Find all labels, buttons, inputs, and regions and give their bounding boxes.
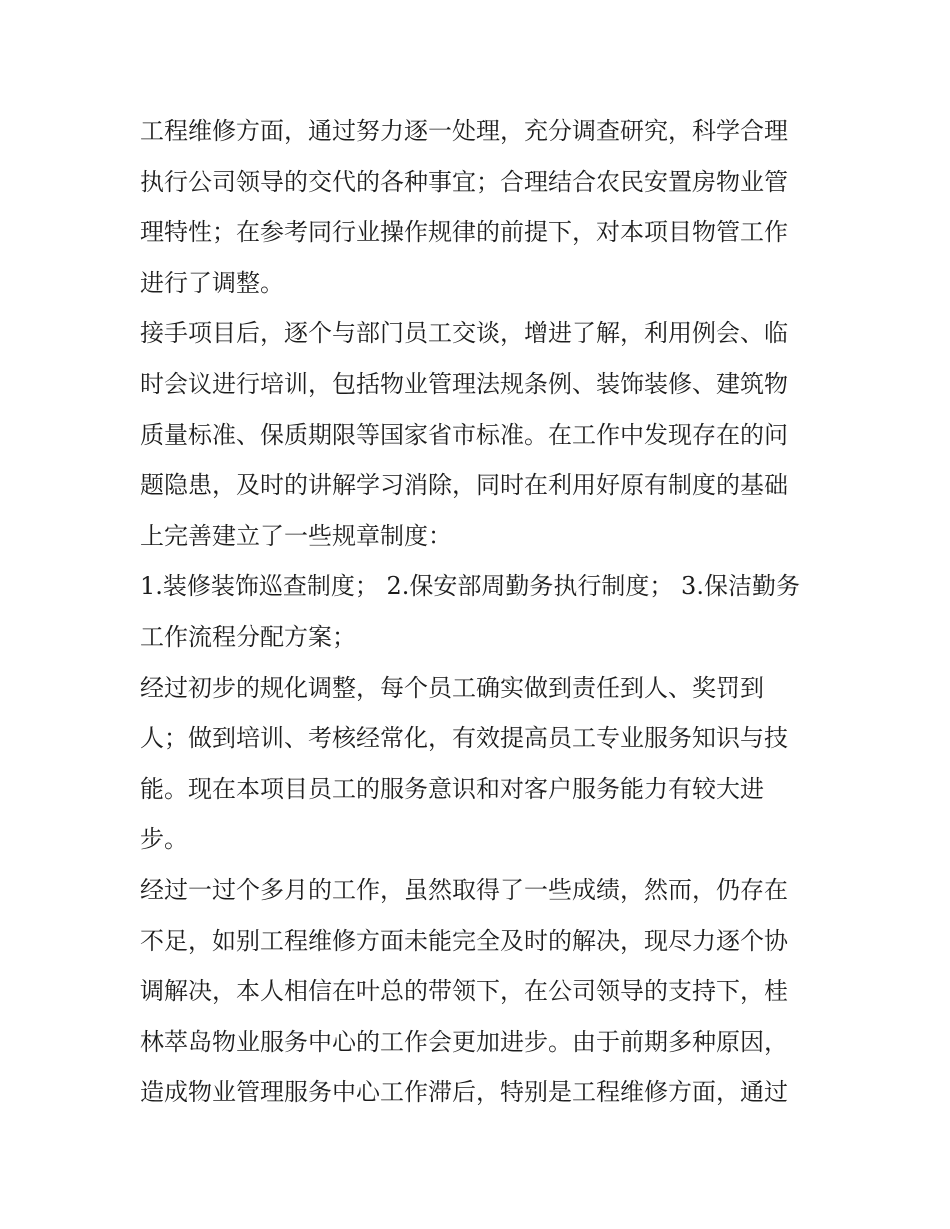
text-line: 不足，如别工程维修方面未能完全及时的解决，现尽力逐个协: [140, 926, 788, 955]
text-line: 调解决，本人相信在叶总的带领下，在公司领导的支持下，桂: [140, 977, 788, 1006]
text-line: 质量标准、保质期限等国家省市标准。在工作中发现存在的问: [140, 420, 788, 449]
text-line: 人；做到培训、考核经常化，有效提高员工专业服务知识与技: [140, 724, 788, 753]
text-line: 上完善建立了一些规章制度：: [140, 521, 452, 550]
text-line: 时会议进行培训，包括物业管理法规条例、装饰装修、建筑物: [140, 369, 788, 398]
text-line: 执行公司领导的交代的各种事宜；合理结合农民安置房物业管: [140, 167, 788, 196]
text-line: 步。: [140, 825, 188, 854]
text-line: 题隐患，及时的讲解学习消除，同时在利用好原有制度的基础: [140, 471, 788, 500]
text-line: 造成物业管理服务中心工作滞后，特别是工程维修方面，通过: [140, 1078, 788, 1107]
text-line: 工作流程分配方案；: [140, 622, 356, 651]
document-body: [140, 106, 820, 1118]
text-line: 1.装修装饰巡查制度； 2.保安部周勤务执行制度； 3.保洁勤务: [140, 572, 800, 601]
text-line: 经过一过个多月的工作，虽然取得了一些成绩，然而，仍存在: [140, 875, 788, 904]
text-line: 进行了调整。: [140, 268, 284, 297]
text-line: 理特性；在参考同行业操作规律的前提下，对本项目物管工作: [140, 218, 788, 247]
text-line: 经过初步的规化调整，每个员工确实做到责任到人、奖罚到: [140, 673, 764, 702]
text-line: 林萃岛物业服务中心的工作会更加进步。由于前期多种原因，: [140, 1027, 788, 1056]
text-line: 能。现在本项目员工的服务意识和对客户服务能力有较大进: [140, 774, 764, 803]
text-line: 接手项目后，逐个与部门员工交谈，增进了解，利用例会、临: [140, 319, 788, 348]
text-line: 工程维修方面，通过努力逐一处理，充分调查研究，科学合理: [140, 117, 788, 145]
